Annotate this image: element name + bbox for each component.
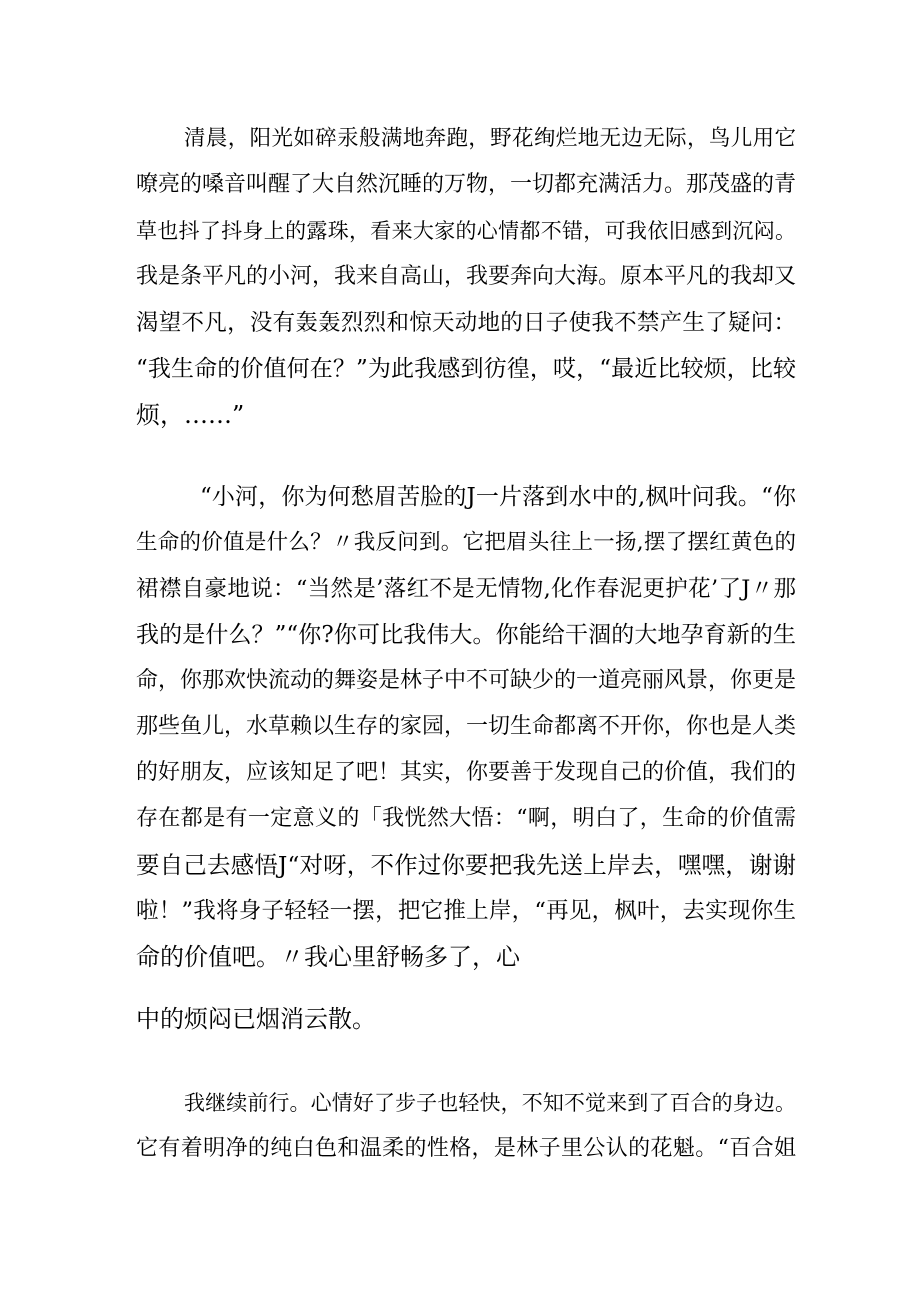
paragraph-2-line-5: 命，你那欢快流动的舞姿是林子中不可缺少的一道亮丽风景，你更是 <box>136 668 797 693</box>
paragraph-1-line-4: 我是条平凡的小河，我来自高山，我要奔向大海。原本平凡的我却又 <box>136 264 797 289</box>
paragraph-3-line-1: 中的烦闷已烟消云散。 <box>136 1005 376 1033</box>
paragraph-2-line-3: 裙襟自豪地说：“当然是’落红不是无情物,化作春泥更护花’了J〃那 <box>136 576 796 602</box>
paragraph-1-line-6: “我生命的价值何在？”为此我感到彷徨，哎，“最近比较烦，比较 <box>136 356 796 382</box>
paragraph-4-line-2: 它有着明净的纯白色和温柔的性格，是林子里公认的花魁。“百合姐 <box>136 1136 796 1161</box>
paragraph-1-line-1: 清晨，阳光如碎汞般满地奔跑，野花绚烂地无边无际，鸟儿用它 <box>184 126 796 151</box>
paragraph-2-line-7: 的好朋友，应该知足了吧！其实，你要善于发现自己的价值，我们的 <box>136 760 797 785</box>
paragraph-2-line-10: 啦！”我将身子轻轻一摆，把它推上岸，“再见，枫叶，去实现你生 <box>136 898 796 924</box>
paragraph-1-line-5: 渴望不凡，没有轰轰烈烈和惊天动地的日子使我不禁产生了疑问： <box>136 310 796 336</box>
paragraph-2-line-4: 我的是什么？”“你?你可比我伟大。你能给干涸的大地孕育新的生 <box>136 622 796 648</box>
paragraph-2-line-2: 生命的价值是什么？〃我反问到。它把眉头往上一扬,摆了摆红黄色的 <box>136 530 796 555</box>
paragraph-2-line-11: 命的价值吧。〃我心里舒畅多了，心 <box>136 943 520 971</box>
paragraph-1-line-2: 嘹亮的嗓音叫醒了大自然沉睡的万物，一切都充满活力。那茂盛的青 <box>136 172 797 197</box>
paragraph-4-line-1: 我继续前行。心情好了步子也轻快，不知不觉来到了百合的身边。 <box>184 1091 796 1115</box>
paragraph-2-line-8: 存在都是有一定意义的「我恍然大悟：“啊，明白了，生命的价值需 <box>136 806 796 831</box>
paragraph-2-line-9: 要自己去感悟J“对呀，不作过你要把我先送上岸去，嘿嘿，谢谢 <box>136 851 796 879</box>
paragraph-2-line-6: 那些鱼儿，水草赖以生存的家园，一切生命都离不开你，你也是人类 <box>136 714 797 739</box>
paragraph-2-line-1: “小河，你为何愁眉苦脸的J一片落到水中的,枫叶问我。“你 <box>200 484 796 510</box>
paragraph-1-line-3: 草也抖了抖身上的露珠，看来大家的心情都不错，可我依旧感到沉闷。 <box>136 219 796 243</box>
paragraph-1-line-7: 烦，……” <box>136 401 245 429</box>
